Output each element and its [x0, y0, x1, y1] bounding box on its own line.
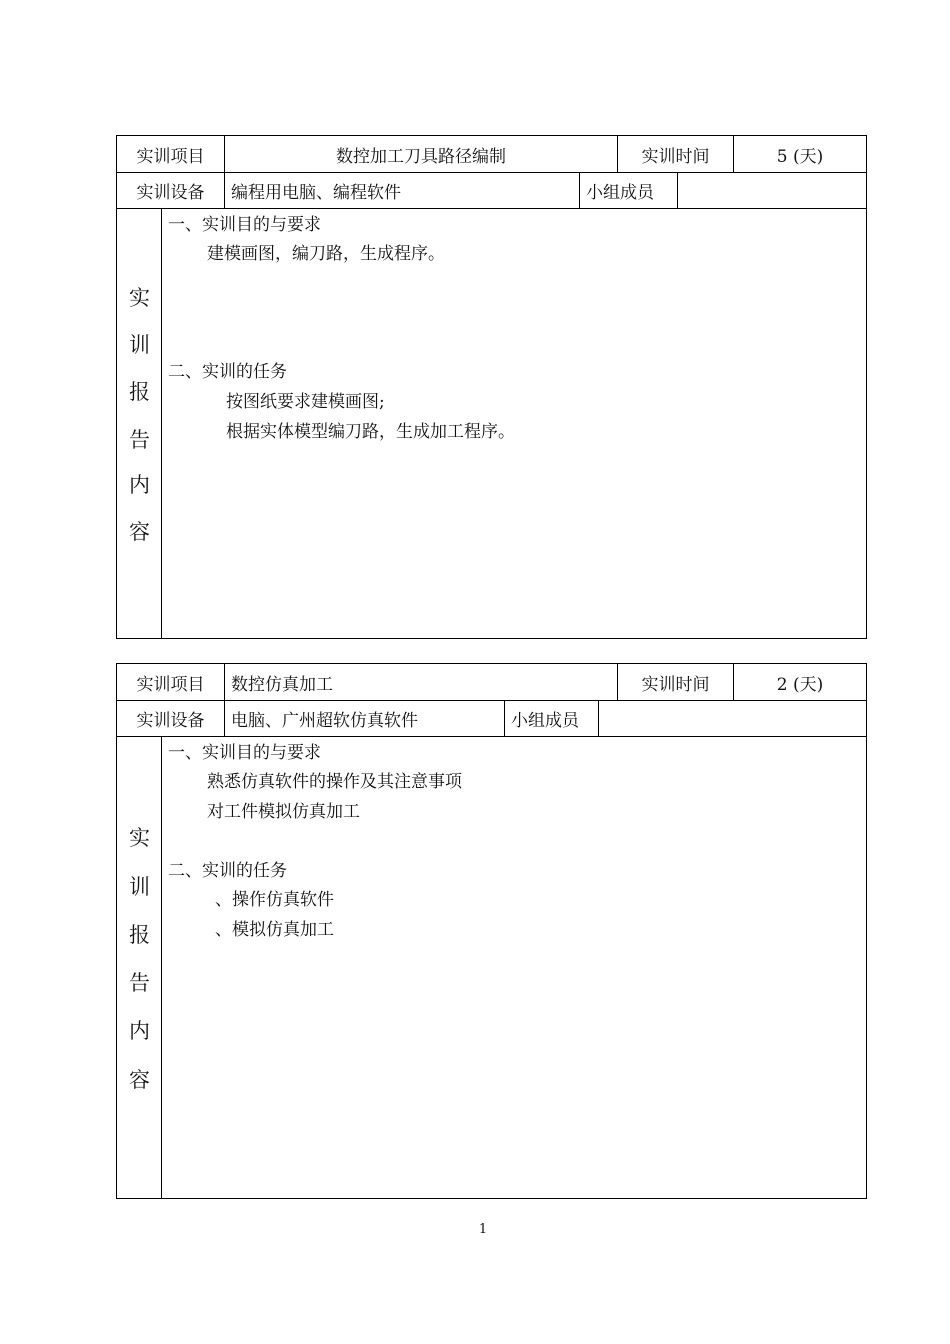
equipment-label: 实训设备	[136, 711, 205, 731]
time-label: 实训时间	[617, 136, 733, 172]
report-content-area	[117, 737, 866, 1198]
section-line: 熟悉仿真软件的操作及其注意事项	[207, 772, 462, 792]
side-char: 报	[129, 923, 150, 947]
section-heading: 二、实训的任务	[168, 362, 287, 382]
training-report-table-2	[116, 663, 867, 1199]
equipment-row	[117, 173, 866, 209]
page-number: 1	[478, 1222, 488, 1237]
side-char: 训	[129, 875, 150, 899]
section-line: 按图纸要求建模画图;	[226, 392, 385, 412]
members-value	[598, 701, 866, 736]
side-char: 实	[129, 826, 150, 850]
side-char: 训	[129, 333, 150, 357]
equipment-label: 实训设备	[136, 183, 205, 203]
side-char: 报	[129, 380, 150, 404]
side-char: 容	[129, 520, 150, 544]
training-report-table-1	[116, 135, 867, 639]
side-char: 告	[129, 971, 150, 995]
report-content-area	[117, 209, 866, 638]
time-label: 实训时间	[617, 664, 733, 700]
time-value: 2 (天)	[733, 664, 866, 700]
report-content	[162, 209, 866, 638]
section-line: 根据实体模型编刀路，生成加工程序。	[226, 422, 515, 442]
side-char: 告	[129, 428, 150, 452]
section-line: 对工件模拟仿真加工	[207, 802, 360, 822]
report-content	[162, 737, 866, 1198]
side-char: 容	[129, 1068, 150, 1092]
equipment-value: 编程用电脑、编程软件	[224, 173, 579, 208]
section-heading: 二、实训的任务	[168, 861, 287, 881]
section-heading: 一、实训目的与要求	[168, 743, 321, 763]
section-line: 、操作仿真软件	[215, 890, 334, 910]
time-value: 5 (天)	[733, 136, 866, 172]
members-label: 小组成员	[579, 173, 677, 208]
equipment-row	[117, 701, 866, 737]
project-row	[117, 664, 866, 701]
members-value	[677, 173, 866, 208]
side-char: 实	[129, 286, 150, 310]
project-row	[117, 136, 866, 173]
section-line: 建模画图，编刀路，生成程序。	[207, 244, 445, 264]
project-value: 数控仿真加工	[224, 664, 617, 700]
section-line: 、模拟仿真加工	[215, 920, 334, 940]
equipment-value: 电脑、广州超软仿真软件	[224, 701, 504, 736]
project-value: 数控加工刀具路径编制	[224, 136, 617, 172]
members-label: 小组成员	[504, 701, 598, 736]
project-label: 实训项目	[136, 146, 205, 167]
side-char: 内	[129, 1019, 150, 1043]
project-label: 实训项目	[136, 674, 205, 695]
side-label	[117, 737, 162, 1198]
side-char: 内	[129, 473, 150, 497]
side-label	[117, 209, 162, 638]
section-heading: 一、实训目的与要求	[168, 215, 321, 235]
